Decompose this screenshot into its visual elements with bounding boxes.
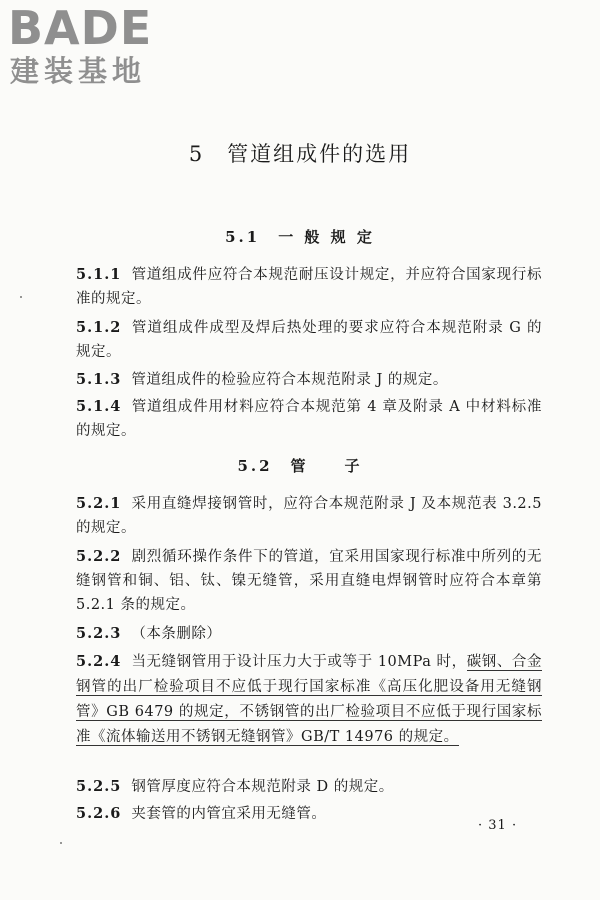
clause-5-1-4	[76, 395, 542, 443]
section-heading-5-2: 5.2 管 子	[237, 457, 363, 475]
clause-text: 钢管厚度应符合本规范附录 D 的规定。	[131, 779, 394, 795]
clause-5-1-1	[76, 263, 542, 311]
clause-number: 5.1.1	[76, 266, 122, 283]
clause-text: 夹套管的内管宜采用无缝管。	[131, 806, 327, 822]
clause-5-2-3	[76, 622, 542, 646]
clause-number: 5.2.5	[76, 778, 122, 795]
clause-5-2-4	[76, 649, 542, 750]
clause-5-2-1	[76, 492, 542, 540]
clause-5-2-2	[76, 545, 542, 617]
clause-text: 剧烈循环操作条件下的管道，宜采用国家现行标准中所列的无缝钢管和铜、铝、钛、镍无缝管，采用直缝电焊钢管时应符合本章第 5.2.1 条的规定。	[76, 549, 542, 613]
chapter-title: 5 管道组成件的选用	[188, 142, 412, 166]
clause-text: 管道组成件的检验应符合本规范附录 J 的规定。	[131, 372, 448, 388]
clause-text: 采用直缝焊接钢管时，应符合本规范附录 J 及本规范表 3.2.5 的规定。	[76, 496, 542, 536]
clause-number: 5.2.3	[76, 625, 122, 642]
clause-number: 5.2.1	[76, 495, 122, 512]
watermark-logo	[8, 2, 188, 92]
clause-number: 5.2.4	[76, 653, 122, 670]
clause-number: 5.2.2	[76, 548, 122, 565]
clause-number: 5.1.4	[76, 398, 122, 415]
clause-5-1-2	[76, 316, 542, 364]
scan-speck	[20, 296, 22, 298]
clause-number: 5.1.3	[76, 371, 122, 388]
clause-5-2-6	[76, 802, 542, 826]
clause-text: 当无缝钢管用于设计压力大于或等于 10MPa 时，	[131, 654, 467, 670]
clause-number: 5.2.6	[76, 805, 122, 822]
section-heading-5-1: 5.1 一 般 规 定	[225, 228, 375, 246]
clause-5-2-5	[76, 775, 542, 799]
clause-text: 管道组成件应符合本规范耐压设计规定，并应符合国家现行标准的规定。	[76, 267, 542, 307]
clause-number: 5.1.2	[76, 319, 122, 336]
scan-speck	[60, 842, 62, 844]
clause-text-underlined: 碳钢、合金钢管的出厂检验项目不应低于现行国家标准《高压化肥设备用无缝钢管》GB 6479 的规定，不锈钢管的出厂检验项目不应低于现行国家标准《流体输送用不锈钢无缝钢管》GB/T 14976 的规定。	[76, 654, 543, 745]
clause-text: 管道组成件成型及焊后热处理的要求应符合本规范附录 G 的规定。	[76, 320, 542, 360]
clause-text: 管道组成件用材料应符合本规范第 4 章及附录 A 中材料标准的规定。	[76, 399, 542, 439]
clause-text: （本条删除）	[131, 626, 222, 642]
clause-5-1-3	[76, 368, 542, 392]
logo-brand: BADE	[8, 1, 153, 55]
logo-subtitle: 建装基地	[10, 54, 147, 88]
page-number: · 31 ·	[478, 818, 518, 833]
